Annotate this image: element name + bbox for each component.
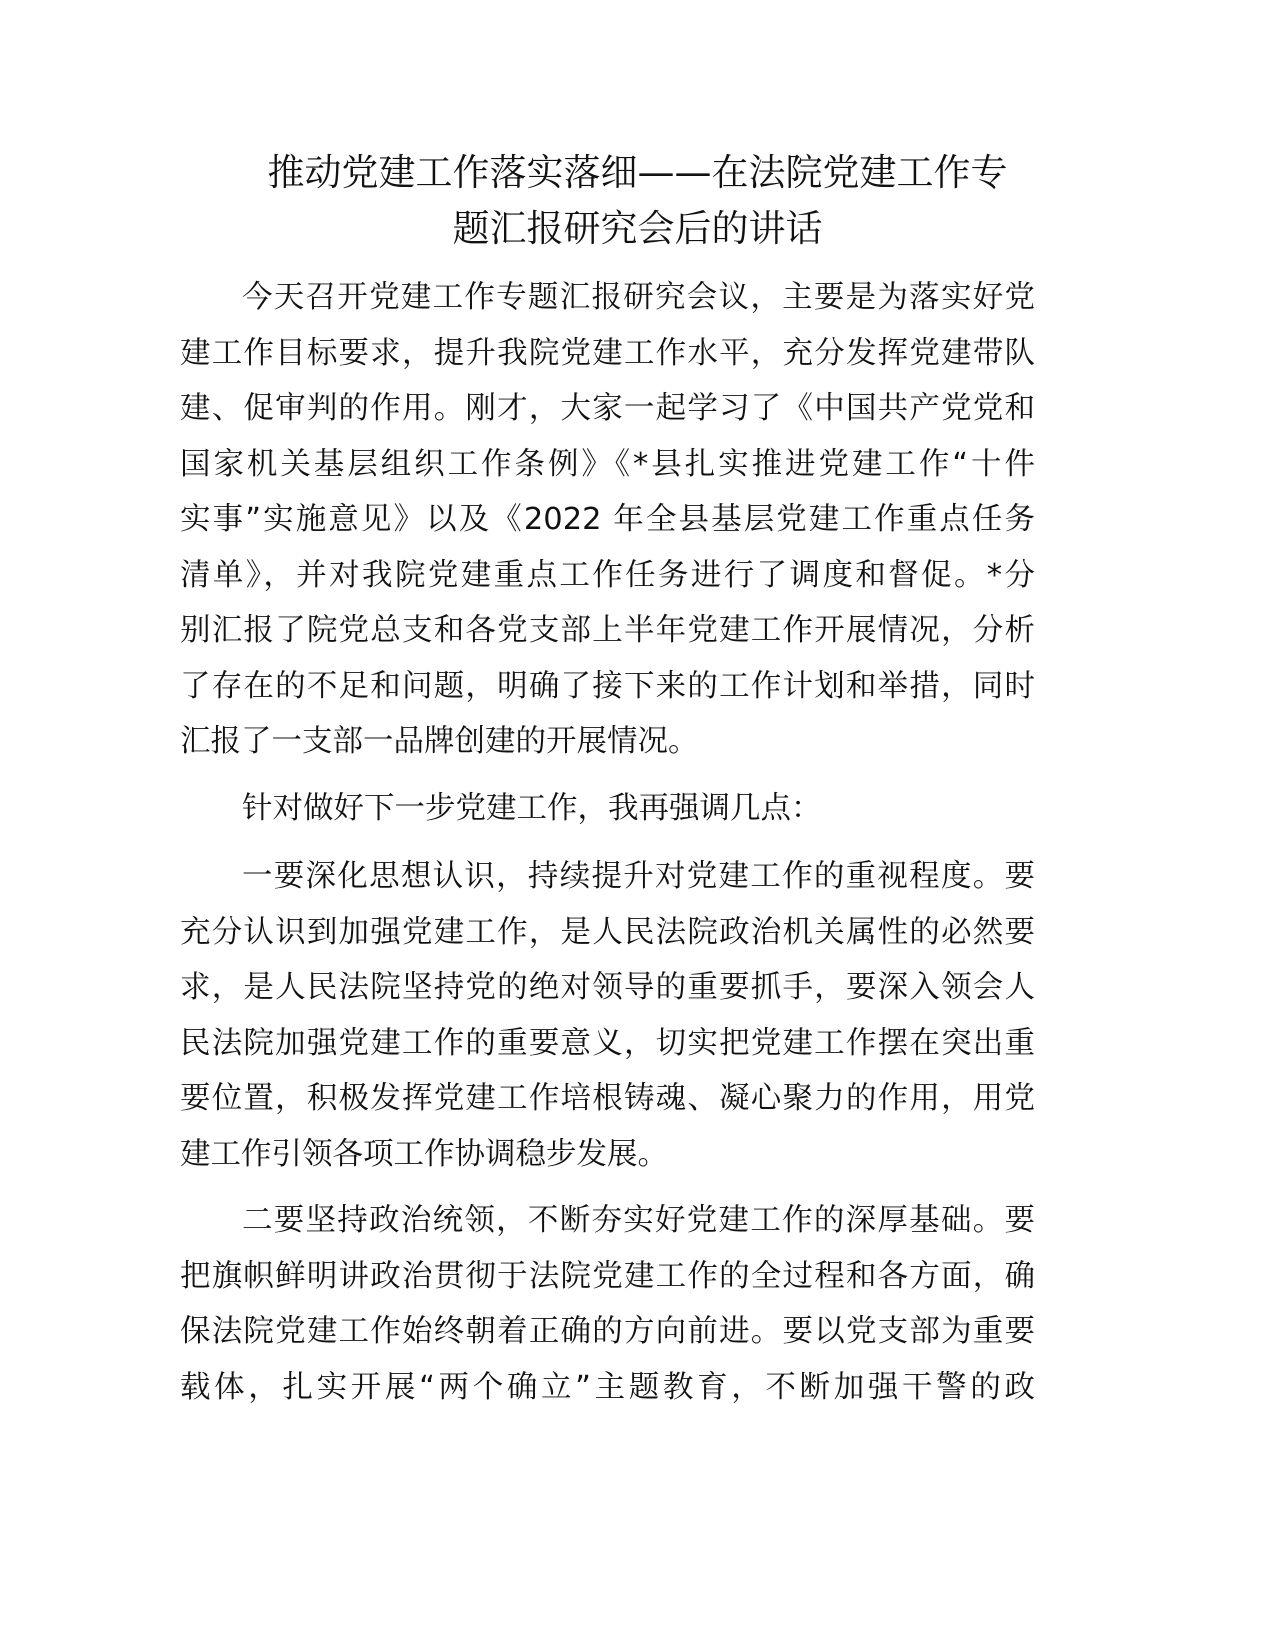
text-line: 载体，扎实开展“两个确立”主题教育，不断加强干警的政 bbox=[180, 1369, 1035, 1405]
paragraph-point-two bbox=[180, 1193, 1035, 1415]
text-line: 民法院加强党建工作的重要意义，切实把党建工作摆在突出重 bbox=[180, 1025, 1035, 1061]
text-line: 把旗帜鲜明讲政治贯彻于法院党建工作的全过程和各方面，确 bbox=[180, 1258, 1035, 1294]
text-line: 汇报了一支部一品牌创建的开展情况。 bbox=[180, 724, 699, 759]
text-line: 建工作引领各项工作协调稳步发展。 bbox=[180, 1136, 668, 1172]
text-line: 保法院党建工作始终朝着正确的方向前进。要以党支部为重要 bbox=[180, 1314, 1035, 1349]
paragraph-transition bbox=[180, 781, 1035, 837]
text-line: 要位置，积极发挥党建工作培根铸魂、凝心聚力的作用，用党 bbox=[180, 1081, 1035, 1116]
text-line: 实事”实施意见》以及《2022 年全县基层党建工作重点任务 bbox=[180, 502, 1035, 537]
paragraph-point-one bbox=[180, 849, 1035, 1182]
text-line: 求，是人民法院坚持党的绝对领导的重要抓手，要深入领会人 bbox=[180, 970, 1035, 1005]
text-line: 了存在的不足和问题，明确了接下来的工作计划和举措，同时 bbox=[180, 668, 1035, 704]
text-line: 二要坚持政治统领，不断夯实好党建工作的深厚基础。要 bbox=[242, 1203, 1035, 1238]
document-title bbox=[150, 145, 1125, 257]
text-line: 今天召开党建工作专题汇报研究会议，主要是为落实好党 bbox=[242, 280, 1035, 315]
text-line: 建工作目标要求，提升我院党建工作水平，充分发挥党建带队 bbox=[180, 335, 1035, 371]
title-line: 题汇报研究会后的讲话 bbox=[452, 207, 823, 250]
text-line: 充分认识到加强党建工作，是人民法院政治机关属性的必然要 bbox=[180, 914, 1035, 950]
text-line: 建、促审判的作用。刚才，大家一起学习了《中国共产党党和 bbox=[180, 391, 1035, 426]
text-line: 一要深化思想认识，持续提升对党建工作的重视程度。要 bbox=[242, 859, 1035, 894]
text-line: 清单》，并对我院党建重点工作任务进行了调度和督促。*分 bbox=[180, 557, 1035, 593]
title-line: 推动党建工作落实落细——在法院党建工作专 bbox=[267, 151, 1008, 194]
paragraph-intro bbox=[180, 270, 1035, 770]
text-line: 针对做好下一步党建工作，我再强调几点： bbox=[242, 791, 822, 826]
text-line: 别汇报了院党总支和各党支部上半年党建工作开展情况，分析 bbox=[180, 613, 1035, 648]
text-line: 国家机关基层组织工作条例》《*县扎实推进党建工作“十件 bbox=[180, 446, 1035, 482]
